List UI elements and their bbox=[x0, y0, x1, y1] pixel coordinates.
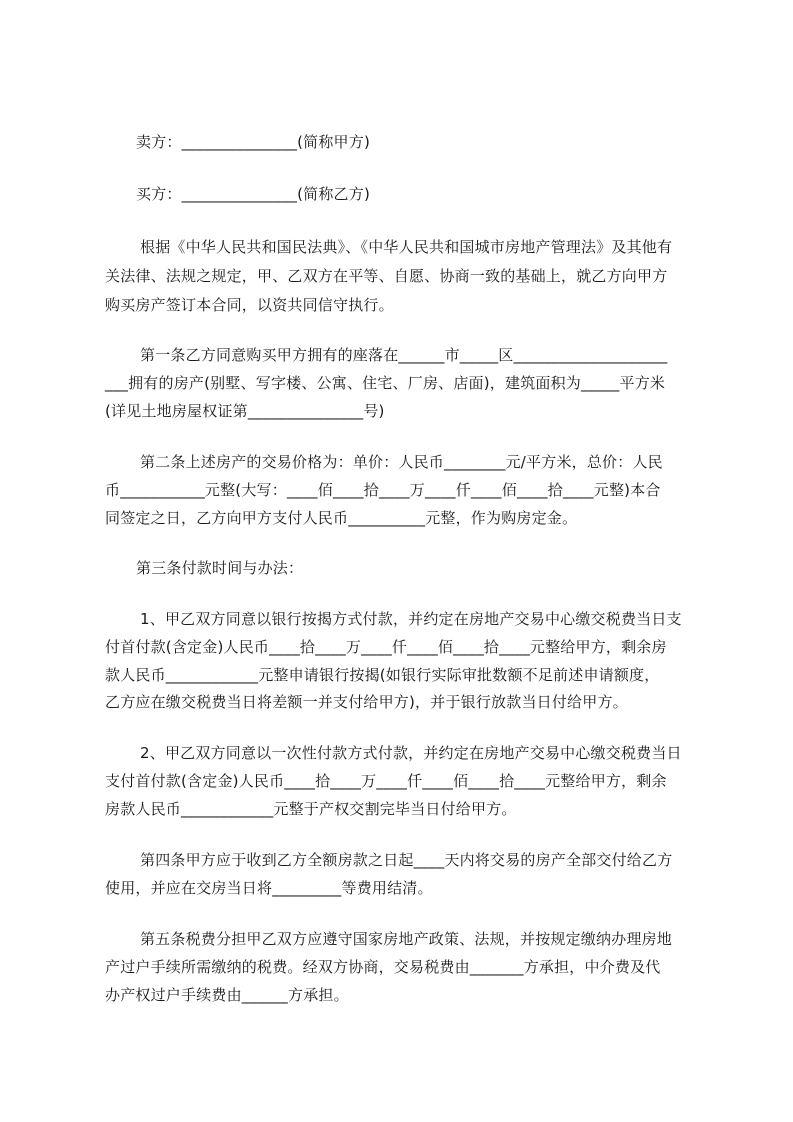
clause-1-line: 付首付款(含定金)人民币____拾____万____仟____佰____拾____元整给甲方，剩余房 bbox=[105, 638, 667, 656]
preamble-line: 根据《中华人民共和国民法典》、《中华人民共和国城市房地产管理法》及其他有 bbox=[140, 238, 673, 256]
clause-1-line: 乙方应在缴交税费当日将差额一并支付给甲方)，并于银行放款当日付给甲方。 bbox=[105, 693, 628, 711]
article-2-line: 币___________元整(大写：____佰____拾____万____仟____佰____拾____元整)本合 bbox=[105, 481, 661, 499]
article-1-line: (详见土地房屋权证第_______________号) bbox=[105, 402, 385, 420]
article-5-line: 产过户手续所需缴纳的税费。经双方协商，交易税费由_______方承担，中介费及代 bbox=[105, 958, 661, 976]
article-5-line: 第五条税费分担甲乙双方应遵守国家房地产政策、法规，并按规定缴纳办理房地 bbox=[140, 930, 673, 948]
clause-1-line: 1、甲乙双方同意以银行按揭方式付款，并约定在房地产交易中心缴交税费当日支 bbox=[140, 610, 682, 628]
clause-2-line: 支付首付款(含定金)人民币____拾____万____仟____佰____拾____元整给甲方，剩余 bbox=[105, 772, 667, 790]
article-2-line: 同签定之日，乙方向甲方支付人民币__________元整，作为购房定金。 bbox=[105, 509, 578, 527]
clause-1-line: 款人民币____________元整申请银行按揭(如银行实际审批数额不足前述申请额度， bbox=[105, 666, 660, 684]
article-2-line: 第二条上述房产的交易价格为：单价：人民币________元/平方米，总价：人民 bbox=[140, 453, 663, 471]
article-1-line: 第一条乙方同意购买甲方拥有的座落在______市_____区____________________ bbox=[140, 346, 668, 364]
article-4-line: 使用，并应在交房当日将_________等费用结清。 bbox=[105, 879, 433, 897]
preamble-line: 关法律、法规之规定，甲、乙双方在平等、自愿、协商一致的基础上，就乙方向甲方 bbox=[105, 267, 668, 285]
seller-line: 卖方：_______________(简称甲方) bbox=[136, 133, 371, 151]
article-1-line: ___拥有的房产(别墅、写字楼、公寓、住宅、厂房、店面)，建筑面积为_____平方米 bbox=[105, 374, 666, 392]
article-4-line: 第四条甲方应于收到乙方全额房款之日起____天内将交易的房产全部交付给乙方 bbox=[140, 851, 673, 869]
clause-2-line: 房款人民币____________元整于产权交割完毕当日付给甲方。 bbox=[105, 800, 517, 818]
buyer-line: 买方：_______________(简称乙方) bbox=[136, 185, 371, 203]
preamble-line: 购买房产签订本合同，以资共同信守执行。 bbox=[105, 296, 394, 314]
article-5-line: 办产权过户手续费由______方承担。 bbox=[105, 986, 349, 1004]
article-3-title: 第三条付款时间与办法： bbox=[136, 559, 304, 577]
clause-2-line: 2、甲乙双方同意以一次性付款方式付款，并约定在房地产交易中心缴交税费当日 bbox=[140, 744, 682, 762]
